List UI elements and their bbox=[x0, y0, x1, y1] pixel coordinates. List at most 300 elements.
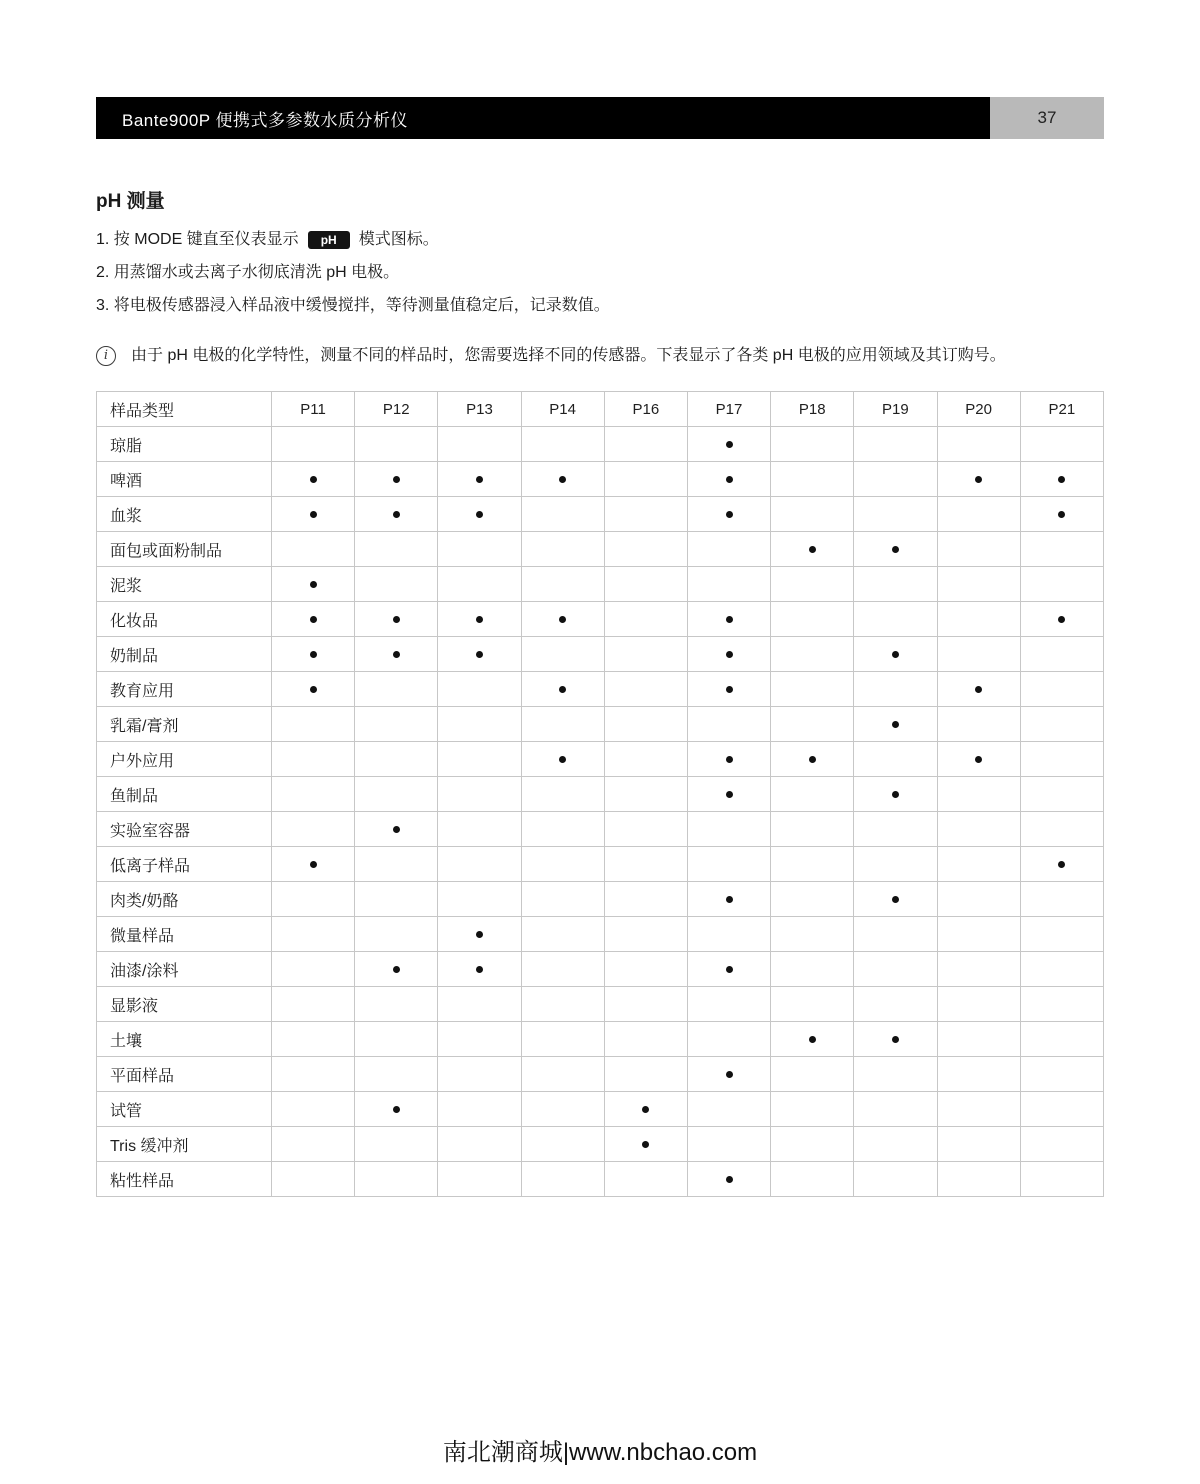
table-header-row bbox=[97, 392, 1104, 427]
mark-cell bbox=[854, 812, 937, 847]
mark-cell bbox=[604, 1127, 687, 1162]
mark-cell bbox=[272, 602, 355, 637]
mark-cell bbox=[937, 497, 1020, 532]
mark-cell bbox=[1020, 847, 1103, 882]
mark-cell bbox=[521, 567, 604, 602]
column-header: P20 bbox=[937, 392, 1020, 427]
mark-cell bbox=[438, 497, 521, 532]
mark-cell bbox=[687, 952, 770, 987]
mark-cell bbox=[687, 742, 770, 777]
step-3-text: 3. 将电极传感器浸入样品液中缓慢搅拌，等待测量值稳定后，记录数值。 bbox=[96, 297, 610, 314]
mark-cell bbox=[854, 532, 937, 567]
sample-type-cell: 血浆 bbox=[97, 497, 272, 532]
table-row bbox=[97, 637, 1104, 672]
mark-cell bbox=[272, 532, 355, 567]
mark-cell bbox=[272, 1162, 355, 1197]
table-row bbox=[97, 777, 1104, 812]
mark-cell bbox=[687, 917, 770, 952]
mark-cell bbox=[854, 637, 937, 672]
mark-cell bbox=[771, 532, 854, 567]
dot-marker bbox=[726, 651, 733, 658]
mark-cell bbox=[771, 1022, 854, 1057]
mark-cell bbox=[521, 812, 604, 847]
mark-cell bbox=[771, 707, 854, 742]
mark-cell bbox=[355, 427, 438, 462]
mark-cell bbox=[771, 1057, 854, 1092]
mark-cell bbox=[1020, 987, 1103, 1022]
sample-type-cell: 试管 bbox=[97, 1092, 272, 1127]
mark-cell bbox=[687, 882, 770, 917]
dot-marker bbox=[559, 756, 566, 763]
table-row bbox=[97, 847, 1104, 882]
mark-cell bbox=[1020, 742, 1103, 777]
table-row bbox=[97, 1127, 1104, 1162]
mark-cell bbox=[355, 567, 438, 602]
dot-marker bbox=[892, 896, 899, 903]
mark-cell bbox=[272, 777, 355, 812]
dot-marker bbox=[809, 1036, 816, 1043]
table-row bbox=[97, 882, 1104, 917]
dot-marker bbox=[726, 616, 733, 623]
page-content bbox=[96, 186, 1104, 1197]
dot-marker bbox=[726, 1071, 733, 1078]
table-row bbox=[97, 1092, 1104, 1127]
mark-cell bbox=[937, 882, 1020, 917]
sample-type-cell: 平面样品 bbox=[97, 1057, 272, 1092]
mark-cell bbox=[1020, 1092, 1103, 1127]
mark-cell bbox=[937, 1162, 1020, 1197]
mark-cell bbox=[854, 917, 937, 952]
mark-cell bbox=[355, 987, 438, 1022]
dot-marker bbox=[310, 511, 317, 518]
mark-cell bbox=[272, 812, 355, 847]
mark-cell bbox=[272, 672, 355, 707]
mark-cell bbox=[355, 812, 438, 847]
mark-cell bbox=[438, 952, 521, 987]
mark-cell bbox=[687, 987, 770, 1022]
mark-cell bbox=[604, 707, 687, 742]
table-row bbox=[97, 707, 1104, 742]
table-row bbox=[97, 602, 1104, 637]
info-note bbox=[96, 345, 1104, 367]
step-1-text-post: 模式图标。 bbox=[358, 231, 439, 248]
dot-marker bbox=[726, 476, 733, 483]
mark-cell bbox=[937, 532, 1020, 567]
dot-marker bbox=[975, 756, 982, 763]
dot-marker bbox=[726, 756, 733, 763]
mark-cell bbox=[521, 882, 604, 917]
mark-cell bbox=[771, 497, 854, 532]
mark-cell bbox=[521, 1127, 604, 1162]
sample-type-cell: 乳霜/膏剂 bbox=[97, 707, 272, 742]
mark-cell bbox=[854, 427, 937, 462]
mark-cell bbox=[272, 742, 355, 777]
mark-cell bbox=[438, 1057, 521, 1092]
mark-cell bbox=[438, 532, 521, 567]
mark-cell bbox=[937, 987, 1020, 1022]
sample-type-cell: 泥浆 bbox=[97, 567, 272, 602]
mark-cell bbox=[438, 602, 521, 637]
dot-marker bbox=[310, 616, 317, 623]
mark-cell bbox=[272, 497, 355, 532]
mark-cell bbox=[937, 742, 1020, 777]
mark-cell bbox=[771, 672, 854, 707]
dot-marker bbox=[393, 476, 400, 483]
dot-marker bbox=[726, 791, 733, 798]
column-header: P19 bbox=[854, 392, 937, 427]
mark-cell bbox=[355, 462, 438, 497]
dot-marker bbox=[310, 686, 317, 693]
mark-cell bbox=[1020, 952, 1103, 987]
table-row bbox=[97, 812, 1104, 847]
dot-marker bbox=[393, 966, 400, 973]
mark-cell bbox=[355, 777, 438, 812]
dot-marker bbox=[975, 476, 982, 483]
mark-cell bbox=[854, 847, 937, 882]
mark-cell bbox=[854, 882, 937, 917]
column-header: P14 bbox=[521, 392, 604, 427]
dot-marker bbox=[892, 791, 899, 798]
mark-cell bbox=[521, 427, 604, 462]
dot-marker bbox=[310, 476, 317, 483]
sample-type-cell: 琼脂 bbox=[97, 427, 272, 462]
dot-marker bbox=[642, 1106, 649, 1113]
mark-cell bbox=[1020, 1162, 1103, 1197]
table-row bbox=[97, 1022, 1104, 1057]
mark-cell bbox=[604, 602, 687, 637]
mark-cell bbox=[355, 497, 438, 532]
mark-cell bbox=[1020, 602, 1103, 637]
mark-cell bbox=[272, 462, 355, 497]
mark-cell bbox=[521, 637, 604, 672]
column-header: P16 bbox=[604, 392, 687, 427]
mark-cell bbox=[687, 637, 770, 672]
mark-cell bbox=[438, 1127, 521, 1162]
dot-marker bbox=[726, 1176, 733, 1183]
mark-cell bbox=[937, 602, 1020, 637]
mark-cell bbox=[937, 812, 1020, 847]
sample-type-cell: 粘性样品 bbox=[97, 1162, 272, 1197]
dot-marker bbox=[726, 686, 733, 693]
ph-mode-badge: pH bbox=[308, 231, 350, 249]
mark-cell bbox=[521, 917, 604, 952]
mark-cell bbox=[937, 637, 1020, 672]
mark-cell bbox=[937, 917, 1020, 952]
mark-cell bbox=[937, 462, 1020, 497]
sample-type-cell: 低离子样品 bbox=[97, 847, 272, 882]
table-row bbox=[97, 497, 1104, 532]
mark-cell bbox=[1020, 462, 1103, 497]
sample-type-cell: 教育应用 bbox=[97, 672, 272, 707]
mark-cell bbox=[272, 637, 355, 672]
mark-cell bbox=[854, 952, 937, 987]
mark-cell bbox=[272, 1057, 355, 1092]
mark-cell bbox=[355, 707, 438, 742]
mark-cell bbox=[771, 987, 854, 1022]
mark-cell bbox=[771, 427, 854, 462]
mark-cell bbox=[854, 987, 937, 1022]
mark-cell bbox=[355, 952, 438, 987]
mark-cell bbox=[355, 882, 438, 917]
mark-cell bbox=[604, 672, 687, 707]
mark-cell bbox=[521, 462, 604, 497]
dot-marker bbox=[809, 546, 816, 553]
sample-type-cell: 奶制品 bbox=[97, 637, 272, 672]
mark-cell bbox=[604, 1092, 687, 1127]
dot-marker bbox=[726, 896, 733, 903]
dot-marker bbox=[559, 686, 566, 693]
step-2-text: 2. 用蒸馏水或去离子水彻底清洗 pH 电极。 bbox=[96, 264, 400, 281]
mark-cell bbox=[438, 427, 521, 462]
table-row bbox=[97, 1162, 1104, 1197]
sample-type-cell: 油漆/涂料 bbox=[97, 952, 272, 987]
dot-marker bbox=[1058, 616, 1065, 623]
mark-cell bbox=[1020, 1127, 1103, 1162]
mark-cell bbox=[604, 637, 687, 672]
mark-cell bbox=[771, 1162, 854, 1197]
mark-cell bbox=[521, 497, 604, 532]
table-row bbox=[97, 672, 1104, 707]
column-header: P11 bbox=[272, 392, 355, 427]
table-row bbox=[97, 1057, 1104, 1092]
mark-cell bbox=[438, 462, 521, 497]
mark-cell bbox=[604, 742, 687, 777]
table-row bbox=[97, 567, 1104, 602]
dot-marker bbox=[726, 966, 733, 973]
mark-cell bbox=[604, 917, 687, 952]
dot-marker bbox=[310, 861, 317, 868]
dot-marker bbox=[975, 686, 982, 693]
step-1-text-pre: 1. 按 MODE 键直至仪表显示 bbox=[96, 231, 299, 248]
step-1 bbox=[96, 229, 1104, 251]
mark-cell bbox=[604, 497, 687, 532]
mark-cell bbox=[771, 847, 854, 882]
dot-marker bbox=[892, 1036, 899, 1043]
column-header: P13 bbox=[438, 392, 521, 427]
mark-cell bbox=[771, 567, 854, 602]
step-2 bbox=[96, 262, 1104, 284]
mark-cell bbox=[687, 1127, 770, 1162]
mark-cell bbox=[272, 1022, 355, 1057]
dot-marker bbox=[393, 511, 400, 518]
footer-text: 南北潮商城|www.nbchao.com bbox=[442, 1439, 758, 1466]
mark-cell bbox=[604, 812, 687, 847]
mark-cell bbox=[854, 602, 937, 637]
mark-cell bbox=[1020, 427, 1103, 462]
mark-cell bbox=[521, 987, 604, 1022]
mark-cell bbox=[687, 1162, 770, 1197]
sample-type-cell: Tris 缓冲剂 bbox=[97, 1127, 272, 1162]
sample-type-cell: 化妆品 bbox=[97, 602, 272, 637]
mark-cell bbox=[604, 777, 687, 812]
mark-cell bbox=[604, 987, 687, 1022]
dot-marker bbox=[393, 826, 400, 833]
mark-cell bbox=[521, 1057, 604, 1092]
dot-marker bbox=[726, 441, 733, 448]
dot-marker bbox=[1058, 476, 1065, 483]
sample-type-cell: 土壤 bbox=[97, 1022, 272, 1057]
dot-marker bbox=[310, 581, 317, 588]
dot-marker bbox=[1058, 861, 1065, 868]
mark-cell bbox=[1020, 882, 1103, 917]
table-body bbox=[97, 427, 1104, 1197]
mark-cell bbox=[854, 1057, 937, 1092]
dot-marker bbox=[559, 476, 566, 483]
dot-marker bbox=[476, 966, 483, 973]
mark-cell bbox=[937, 777, 1020, 812]
page-header bbox=[96, 97, 1104, 139]
mark-cell bbox=[771, 1127, 854, 1162]
dot-marker bbox=[393, 651, 400, 658]
mark-cell bbox=[937, 707, 1020, 742]
mark-cell bbox=[521, 1022, 604, 1057]
dot-marker bbox=[476, 931, 483, 938]
mark-cell bbox=[521, 742, 604, 777]
dot-marker bbox=[892, 651, 899, 658]
mark-cell bbox=[438, 917, 521, 952]
dot-marker bbox=[476, 476, 483, 483]
mark-cell bbox=[355, 672, 438, 707]
mark-cell bbox=[521, 847, 604, 882]
mark-cell bbox=[438, 637, 521, 672]
table-row bbox=[97, 532, 1104, 567]
mark-cell bbox=[355, 1057, 438, 1092]
dot-marker bbox=[476, 511, 483, 518]
mark-cell bbox=[272, 847, 355, 882]
sample-type-cell: 显影液 bbox=[97, 987, 272, 1022]
sample-type-cell: 户外应用 bbox=[97, 742, 272, 777]
table-row bbox=[97, 427, 1104, 462]
mark-cell bbox=[355, 532, 438, 567]
mark-cell bbox=[438, 1162, 521, 1197]
sample-type-cell: 啤酒 bbox=[97, 462, 272, 497]
info-note-text: 由于 pH 电极的化学特性，测量不同的样品时，您需要选择不同的传感器。下表显示了各类 pH 电极的应用领域及其订购号。 bbox=[131, 347, 1006, 364]
mark-cell bbox=[687, 847, 770, 882]
mark-cell bbox=[771, 742, 854, 777]
mark-cell bbox=[438, 1022, 521, 1057]
mark-cell bbox=[771, 602, 854, 637]
dot-marker bbox=[726, 511, 733, 518]
mark-cell bbox=[272, 917, 355, 952]
mark-cell bbox=[438, 1092, 521, 1127]
column-header-sample-type: 样品类型 bbox=[97, 392, 272, 427]
mark-cell bbox=[687, 707, 770, 742]
mark-cell bbox=[604, 1057, 687, 1092]
mark-cell bbox=[355, 917, 438, 952]
mark-cell bbox=[687, 497, 770, 532]
mark-cell bbox=[355, 602, 438, 637]
mark-cell bbox=[1020, 812, 1103, 847]
mark-cell bbox=[355, 637, 438, 672]
mark-cell bbox=[604, 462, 687, 497]
mark-cell bbox=[521, 952, 604, 987]
mark-cell bbox=[272, 707, 355, 742]
dot-marker bbox=[476, 616, 483, 623]
mark-cell bbox=[521, 1092, 604, 1127]
dot-marker bbox=[892, 546, 899, 553]
dot-marker bbox=[642, 1141, 649, 1148]
page-number: 37 bbox=[990, 97, 1104, 139]
mark-cell bbox=[355, 742, 438, 777]
mark-cell bbox=[1020, 1057, 1103, 1092]
mark-cell bbox=[521, 602, 604, 637]
mark-cell bbox=[771, 777, 854, 812]
dot-marker bbox=[809, 756, 816, 763]
mark-cell bbox=[854, 497, 937, 532]
mark-cell bbox=[937, 952, 1020, 987]
dot-marker bbox=[476, 651, 483, 658]
mark-cell bbox=[937, 672, 1020, 707]
mark-cell bbox=[687, 672, 770, 707]
mark-cell bbox=[604, 427, 687, 462]
column-header: P17 bbox=[687, 392, 770, 427]
mark-cell bbox=[771, 637, 854, 672]
mark-cell bbox=[438, 742, 521, 777]
mark-cell bbox=[1020, 497, 1103, 532]
sample-type-cell: 肉类/奶酪 bbox=[97, 882, 272, 917]
mark-cell bbox=[854, 707, 937, 742]
mark-cell bbox=[521, 1162, 604, 1197]
mark-cell bbox=[854, 462, 937, 497]
mark-cell bbox=[604, 567, 687, 602]
mark-cell bbox=[272, 987, 355, 1022]
mark-cell bbox=[771, 882, 854, 917]
mark-cell bbox=[687, 1092, 770, 1127]
mark-cell bbox=[521, 777, 604, 812]
mark-cell bbox=[1020, 532, 1103, 567]
mark-cell bbox=[687, 532, 770, 567]
mark-cell bbox=[771, 917, 854, 952]
mark-cell bbox=[355, 1127, 438, 1162]
mark-cell bbox=[1020, 637, 1103, 672]
mark-cell bbox=[355, 1092, 438, 1127]
table-row bbox=[97, 917, 1104, 952]
mark-cell bbox=[438, 812, 521, 847]
sample-type-cell: 实验室容器 bbox=[97, 812, 272, 847]
mark-cell bbox=[521, 707, 604, 742]
mark-cell bbox=[771, 462, 854, 497]
sample-type-cell: 微量样品 bbox=[97, 917, 272, 952]
mark-cell bbox=[687, 777, 770, 812]
mark-cell bbox=[854, 1092, 937, 1127]
mark-cell bbox=[937, 1127, 1020, 1162]
table-row bbox=[97, 462, 1104, 497]
mark-cell bbox=[604, 882, 687, 917]
mark-cell bbox=[937, 427, 1020, 462]
mark-cell bbox=[854, 1127, 937, 1162]
column-header: P12 bbox=[355, 392, 438, 427]
mark-cell bbox=[604, 532, 687, 567]
mark-cell bbox=[355, 847, 438, 882]
mark-cell bbox=[438, 567, 521, 602]
mark-cell bbox=[854, 672, 937, 707]
mark-cell bbox=[687, 567, 770, 602]
mark-cell bbox=[438, 672, 521, 707]
ph-electrode-table bbox=[96, 391, 1104, 1197]
dot-marker bbox=[310, 651, 317, 658]
table-row bbox=[97, 987, 1104, 1022]
mark-cell bbox=[687, 812, 770, 847]
section-title: pH 测量 bbox=[96, 191, 165, 212]
mark-cell bbox=[854, 1162, 937, 1197]
mark-cell bbox=[1020, 777, 1103, 812]
column-header: P18 bbox=[771, 392, 854, 427]
dot-marker bbox=[559, 616, 566, 623]
sample-type-cell: 面包或面粉制品 bbox=[97, 532, 272, 567]
mark-cell bbox=[937, 1057, 1020, 1092]
mark-cell bbox=[604, 1022, 687, 1057]
mark-cell bbox=[854, 742, 937, 777]
